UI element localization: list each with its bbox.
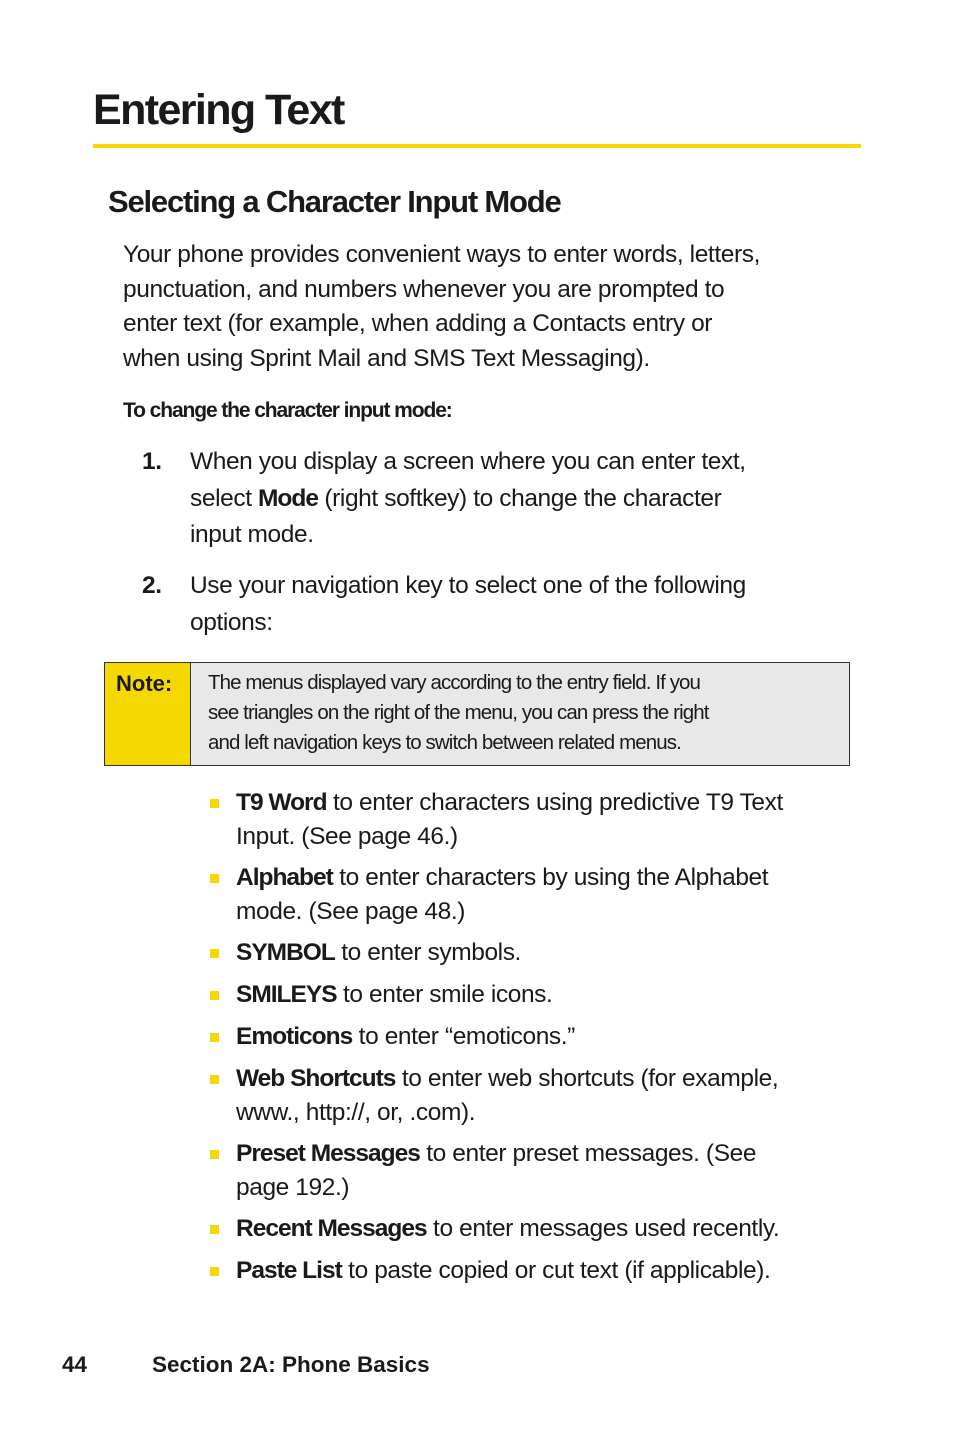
option-name: SYMBOL: [236, 939, 335, 966]
option-description: to enter “emoticons.”: [352, 1023, 575, 1050]
page-number: 44: [62, 1352, 88, 1377]
step-line: [190, 481, 746, 518]
option-description: to enter web shortcuts (for example,: [395, 1065, 779, 1092]
bullet-icon: [210, 799, 219, 808]
note-line: see triangles on the right of the menu, you can press the right: [208, 701, 709, 724]
option-description: to enter preset messages. (See: [419, 1140, 757, 1167]
intro-line: punctuation, and numbers whenever you are prompted to: [123, 275, 725, 303]
bullet-icon: [210, 1033, 219, 1042]
bullet-icon: [210, 1150, 219, 1159]
bullet-icon: [210, 991, 219, 1000]
step-text: [190, 444, 746, 554]
step-text: [190, 568, 746, 641]
option-description-cont: page 192.): [236, 1173, 350, 1201]
option-name: Preset Messages: [236, 1140, 420, 1167]
option-name: Emoticons: [236, 1023, 353, 1050]
footer-section-title: Section 2A: Phone Basics: [152, 1352, 430, 1377]
option-description: to paste copied or cut text (if applicable).: [341, 1257, 771, 1284]
option-description: to enter smile icons.: [336, 981, 553, 1008]
list-item-text: [236, 1254, 860, 1288]
option-name: T9 Word: [236, 789, 327, 816]
title-rule: [93, 144, 861, 148]
list-item-text: [236, 936, 860, 970]
mode-softkey-label: Mode: [258, 484, 318, 512]
bullet-icon: [210, 1225, 219, 1234]
option-description-cont: Input. (See page 46.): [236, 822, 458, 850]
option-name: Web Shortcuts: [236, 1065, 396, 1092]
step-line: options:: [190, 608, 273, 636]
step-number: 2.: [142, 572, 162, 599]
list-item-text: [236, 1137, 860, 1204]
option-description: to enter messages used recently.: [426, 1215, 780, 1242]
step-text-fragment: (right softkey) to change the character: [317, 484, 722, 512]
section-title: Selecting a Character Input Mode: [108, 184, 561, 219]
bullet-icon: [210, 1075, 219, 1084]
intro-line: Your phone provides convenient ways to enter words, letters,: [123, 241, 760, 268]
page-footer: [62, 1350, 430, 1380]
intro-line: enter text (for example, when adding a Contacts entry or: [123, 310, 713, 337]
list-item-text: [236, 861, 860, 928]
list-item-text: [236, 1212, 860, 1246]
note-label-cell: [105, 663, 191, 765]
page-title: Entering Text: [93, 86, 344, 134]
bullet-icon: [210, 1267, 219, 1276]
option-name: Recent Messages: [236, 1215, 427, 1242]
list-item-text: [236, 978, 860, 1012]
intro-paragraph: [123, 238, 863, 376]
option-name: Paste List: [236, 1257, 342, 1284]
option-name: Alphabet: [236, 864, 333, 891]
option-description: to enter characters using predictive T9 Text: [326, 789, 783, 816]
step-line: When you display a screen where you can enter text,: [190, 448, 746, 475]
step-line: Use your navigation key to select one of the following: [190, 572, 746, 599]
option-description: to enter symbols.: [334, 939, 521, 966]
list-item-text: [236, 786, 860, 853]
list-item-text: [236, 1020, 860, 1054]
list-item-text: [236, 1062, 860, 1129]
note-line: The menus displayed vary according to the entry field. If you: [208, 671, 701, 694]
bullet-icon: [210, 874, 219, 883]
procedure-heading: To change the character input mode:: [123, 399, 452, 422]
step-text-fragment: select: [190, 484, 259, 512]
note-line: and left navigation keys to switch between related menus.: [208, 731, 681, 754]
bullet-icon: [210, 949, 219, 958]
note-label: Note:: [116, 671, 173, 696]
option-description-cont: www., http://, or, .com).: [236, 1098, 476, 1126]
note-text: [208, 668, 848, 758]
option-name: SMILEYS: [236, 981, 337, 1008]
note-box: [104, 662, 850, 766]
intro-line: when using Sprint Mail and SMS Text Messaging).: [123, 344, 650, 372]
option-description-cont: mode. (See page 48.): [236, 897, 465, 925]
step-number: 1.: [142, 448, 162, 475]
option-description: to enter characters by using the Alphabet: [332, 864, 769, 891]
step-line: input mode.: [190, 521, 314, 548]
